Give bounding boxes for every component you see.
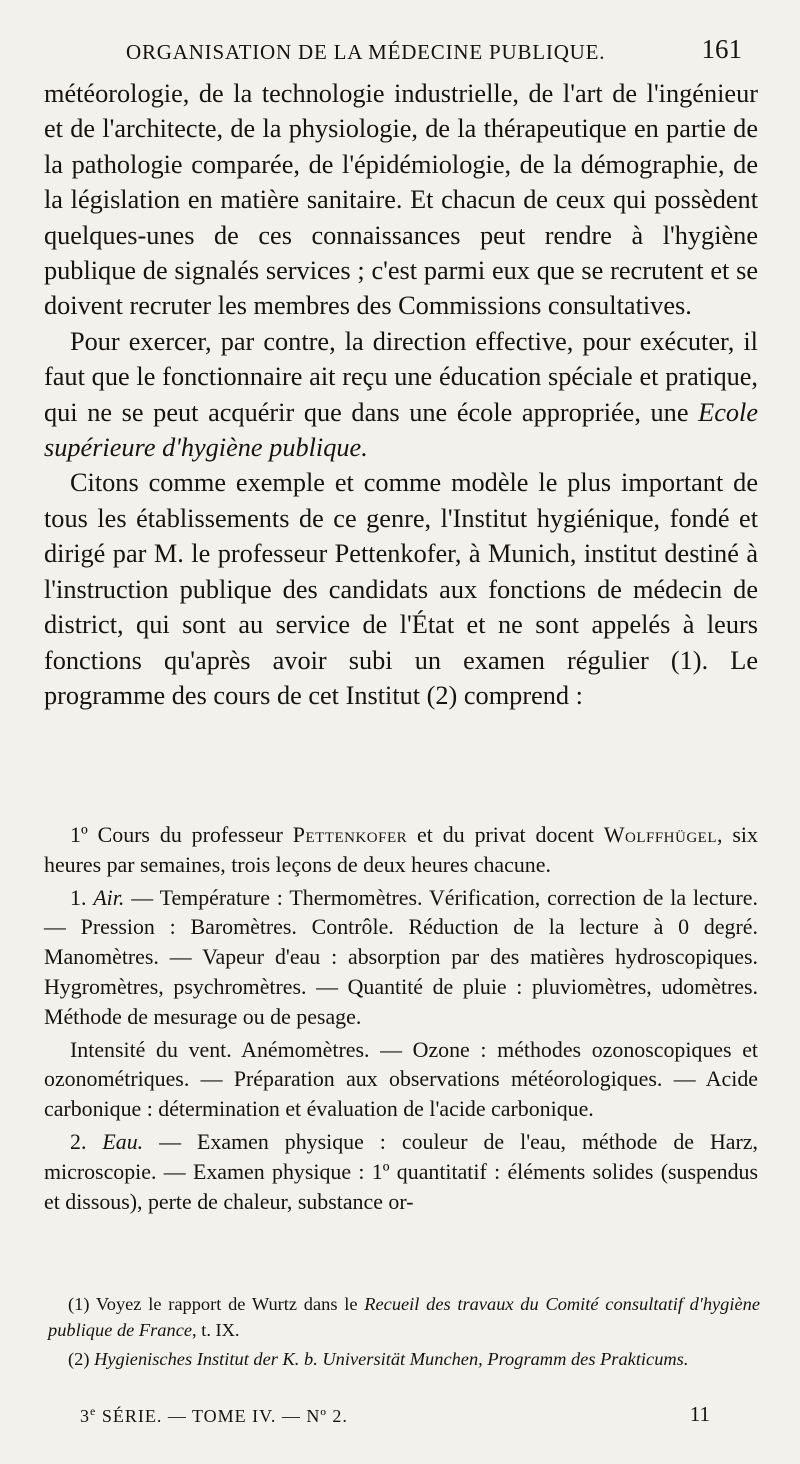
program-intro — [44, 820, 758, 880]
footnote-2 — [48, 1347, 760, 1373]
program-intro-a: 1º Cours du professeur — [70, 822, 283, 847]
paragraph-2-italic: Ecole supérieure d'hygiène publique. — [44, 397, 759, 463]
footnote-2-title: Hygienisches Institut der K. b. Universität Munchen, Programm des Prakticums. — [94, 1349, 689, 1370]
section-wind: Intensité du vent. Anémomètres. — Ozone : méthodes ozonoscopiques et ozonométriques. — Préparation aux observations météorologiques. — Acide carbonique : détermination et évaluation de l'acide carbonique. — [44, 1036, 758, 1122]
main-text — [44, 76, 758, 713]
signature-number: 3 — [80, 1406, 90, 1426]
program-intro-c: , six heures par semaines, trois leçons de deux heures chacune. — [44, 822, 758, 877]
footnote-2-number: (2) — [68, 1349, 90, 1370]
water-heading: Eau. — [102, 1128, 144, 1154]
air-heading: Air. — [93, 884, 125, 910]
page-footer — [80, 1402, 710, 1432]
page-header — [48, 34, 742, 70]
series-signature — [80, 1404, 348, 1427]
signature-suffix: e — [90, 1404, 97, 1418]
footnote-1-text: (1) Voyez le rapport de Wurtz dans le — [68, 1294, 358, 1314]
footnote-1-title: Recueil des travaux du Comité consultatif d'hygiène publique de France — [48, 1294, 760, 1340]
footnote-1 — [48, 1292, 760, 1343]
signature-rest: SÉRIE. — TOME IV. — Nº 2. — [96, 1406, 348, 1426]
water-text: — Examen physique : couleur de l'eau, méthode de Harz, microscopie. — Examen physique : 1º quantitatif : éléments solides (suspendus et dissous), perte de chaleur, substance or- — [44, 1128, 758, 1214]
paragraph-1: météorologie, de la technologie industrielle, de l'art de l'ingénieur et de l'architecte, de la physiologie, de la thérapeutique en partie de la pathologie comparée, de l'épidémiologie, de la démographie, de la législation en matière sanitaire. Et chacun de ceux qui possèdent quelques-unes de ces connaissances peut rendre à l'hygiène publique de signalés services ; c'est parmi eux que se recrutent et se doivent recruter les membres des Commissions consultatives. — [44, 79, 758, 321]
footnote-1-end: , t. IX. — [192, 1319, 240, 1340]
paragraph-2 — [44, 324, 758, 466]
section-air — [44, 883, 758, 1032]
air-text: — Température : Thermomètres. Vérification, correction de la lecture. — Pression : Baromètres. Contrôle. Réduction de la lecture à 0 degré. Manomètres. — Vapeur d'eau : absorption par des matières hydroscopiques. Hygromètres, psychromètres. — Quantité de pluie : pluviomètres, udomètres. Méthode de mesurage ou de pesage. — [44, 884, 758, 1029]
water-number: 2. — [70, 1128, 87, 1154]
running-head: ORGANISATION DE LA MÉDECINE PUBLIQUE. — [126, 40, 606, 64]
paragraph-2-text: Pour exercer, par contre, la direction effective, pour exécuter, il faut que le fonctionnaire ait reçu une éducation spéciale et pratique, qui ne se peut acquérir que dans une école appropriée, une — [44, 326, 758, 427]
air-number: 1. — [70, 884, 87, 910]
page-number: 161 — [701, 34, 742, 64]
professor-name: Pettenkofer — [292, 822, 408, 847]
program-intro-b: et du privat docent — [417, 822, 594, 847]
section-water — [44, 1127, 758, 1216]
paragraph-3: Citons comme exemple et comme modèle le plus important de tous les établissements de ce genre, l'Institut hygiénique, fondé et dirigé par M. le professeur Pettenkofer, à Munich, institut destiné à l'instruction publique des candidats aux fonctions de médecin de district, qui sont au service de l'État et ne sont appelés à leurs fonctions qu'après avoir subi un examen régulier (1). Le programme des cours de cet Institut (2) comprend : — [44, 468, 758, 710]
docent-name: Wolffhügel — [603, 822, 717, 847]
footnotes — [48, 1292, 760, 1377]
course-program — [44, 820, 758, 1219]
sheet-number: 11 — [689, 1402, 710, 1426]
